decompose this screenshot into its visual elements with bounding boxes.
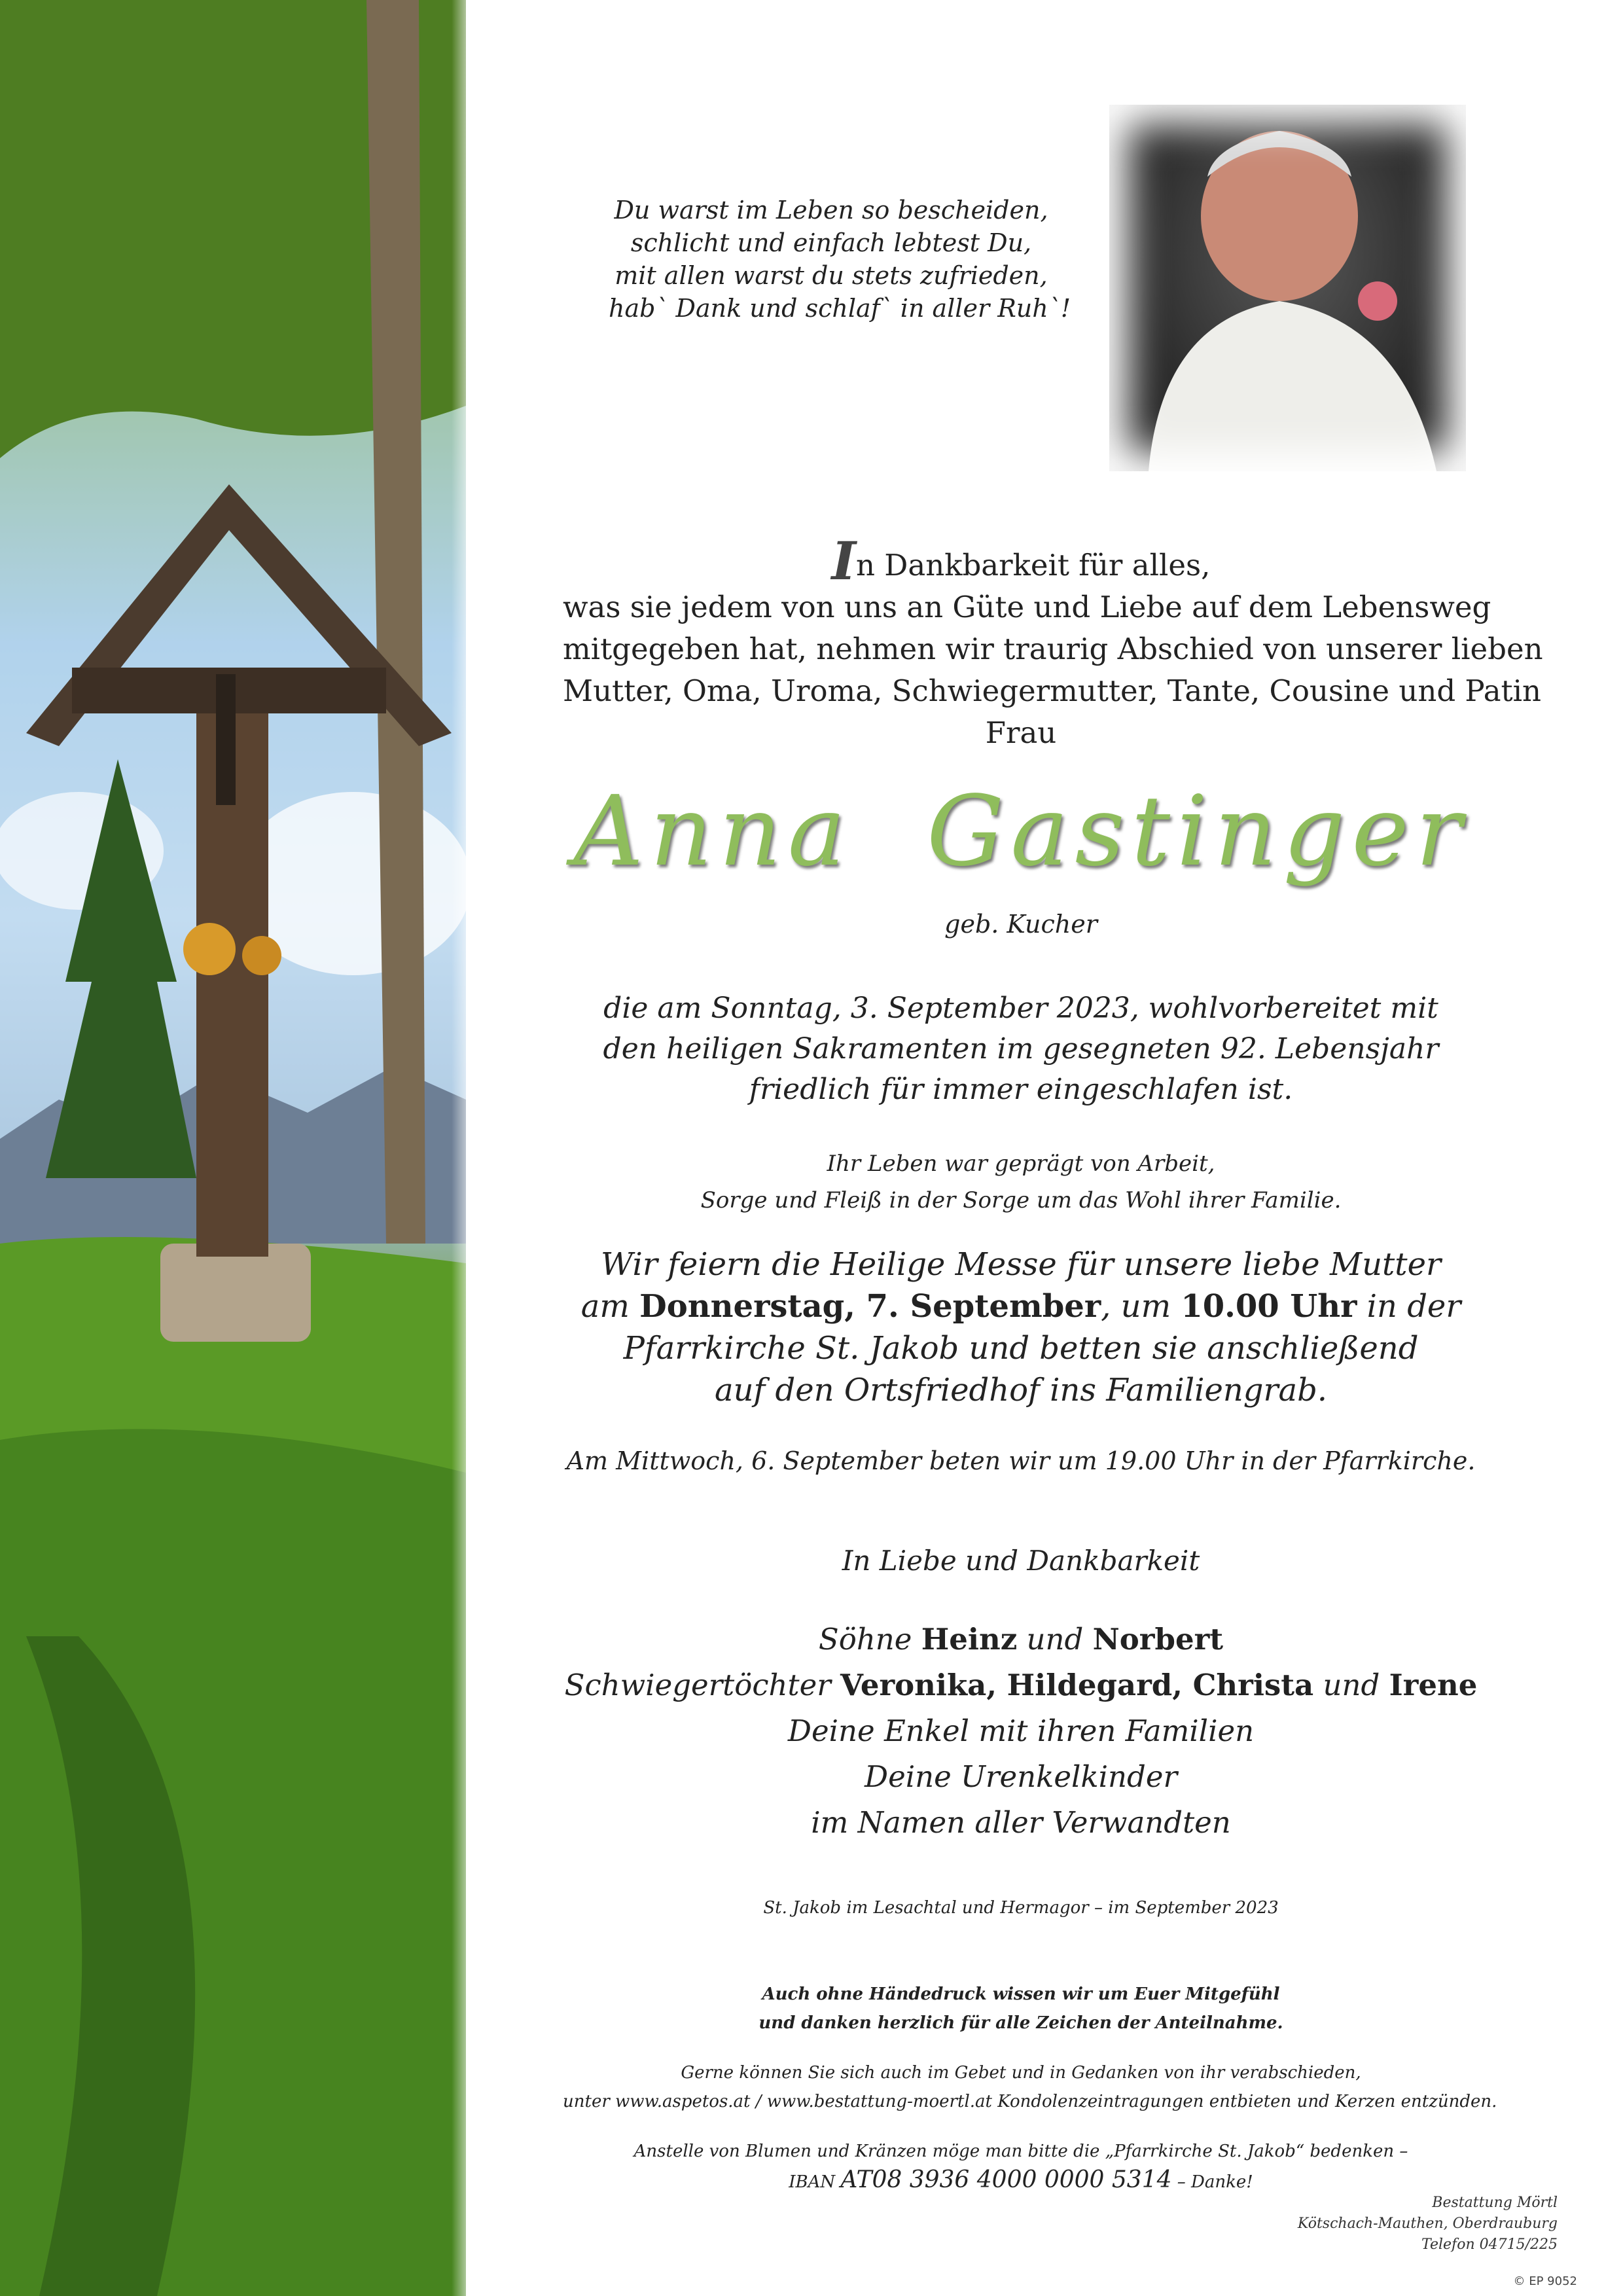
passing-line: den heiligen Sakramenten im gesegneten 92. Lebensjahr — [603, 1032, 1439, 1066]
funeral-mass-notice — [563, 1244, 1479, 1411]
rosary-notice: Am Mittwoch, 6. September beten wir um 19.00 Uhr in der Pfarrkirche. — [566, 1446, 1476, 1475]
life-line: Sorge und Fleiß in der Sorge um das Wohl ihrer Familie. — [700, 1187, 1342, 1213]
son-name: Heinz — [921, 1622, 1018, 1657]
donation-text: – Danke! — [1171, 2172, 1253, 2192]
life-line: Ihr Leben war geprägt von Arbeit, — [827, 1151, 1215, 1177]
deceased-name: Anna Gastinger — [573, 775, 1469, 888]
stone-base — [160, 1244, 311, 1342]
verse-line: hab` Dank und schlaf` in aller Ruh`! — [609, 294, 1071, 323]
online-condolence-notice — [563, 2058, 1497, 2116]
intro-line: mitgegeben hat, nehmen wir traurig Abschied von unserer lieben — [563, 632, 1543, 666]
intro-line: Mutter, Oma, Uroma, Schwiegermutter, Tante, Cousine und Patin — [563, 673, 1541, 708]
birth-name: geb. Kucher — [944, 910, 1097, 939]
verse-line: schlicht und einfach lebtest Du, — [630, 228, 1032, 257]
crucifix-figure — [216, 674, 236, 805]
form-number: © EP 9052 — [1513, 2274, 1577, 2288]
thanks-heading: In Liebe und Dankbarkeit — [842, 1545, 1200, 1577]
ornamental-initial: I — [831, 530, 857, 592]
farewell-line: unter www.aspetos.at / www.bestattung-moertl.at Kondolenzeintragungen entbieten und Kerzen entzünden. — [563, 2092, 1497, 2111]
daughter-in-law-names: Veronika, Hildegard, Christa — [840, 1668, 1314, 1702]
undertaker-name: Bestattung Mörtl — [1432, 2195, 1558, 2211]
iban-line — [563, 2166, 1479, 2197]
condolence-line: Auch ohne Händedruck wissen wir um Euer Mitgefühl — [762, 1984, 1280, 2004]
condolence-line: und danken herzlich für alle Zeichen der Anteilnahme. — [758, 2013, 1283, 2033]
intro-line: Frau — [985, 715, 1057, 750]
farewell-line: Gerne können Sie sich auch im Gebet und in Gedanken von ihr verabschieden, — [681, 2063, 1361, 2083]
passing-line: die am Sonntag, 3. September 2023, wohlvorbereitet mit — [603, 992, 1438, 1025]
deceased-portrait — [1109, 105, 1466, 471]
memorial-verse — [609, 194, 1071, 325]
wayside-cross-illustration — [0, 0, 466, 2296]
mass-date: Donnerstag, 7. September — [639, 1288, 1101, 1325]
verse-line: mit allen warst du stets zufrieden, — [615, 261, 1048, 290]
family-text: und — [1017, 1622, 1093, 1657]
daughter-in-law-name: Irene — [1389, 1668, 1478, 1702]
passing-notice — [563, 988, 1479, 1110]
mass-text: am — [580, 1288, 640, 1325]
verse-line: Du warst im Leben so bescheiden, — [614, 196, 1048, 224]
mass-line: auf den Ortsfriedhof ins Familiengrab. — [714, 1372, 1328, 1408]
photo-fade-edge — [452, 0, 478, 2296]
life-description — [563, 1145, 1479, 1219]
undertaker-info — [1298, 2193, 1558, 2255]
grandchildren-line: Deine Enkel mit ihren Familien — [787, 1713, 1255, 1748]
daughters-in-law-line — [563, 1662, 1479, 1708]
intro-line: was sie jedem von uns an Güte und Liebe auf dem Lebensweg — [563, 590, 1491, 624]
family-text: und — [1313, 1668, 1389, 1702]
donation-notice — [563, 2137, 1479, 2197]
condolence-thanks — [563, 1980, 1479, 2037]
hair — [1207, 131, 1351, 177]
wayside-cross-photo — [0, 0, 466, 2296]
place-date: St. Jakob im Lesachtal und Hermagor – im September 2023 — [763, 1898, 1279, 1918]
mass-line: Wir feiern die Heilige Messe für unsere liebe Mutter — [601, 1246, 1441, 1283]
son-name: Norbert — [1092, 1622, 1224, 1657]
portrait-illustration — [1109, 105, 1466, 471]
flower-corsage — [1358, 281, 1397, 321]
passing-line: friedlich für immer eingeschlafen ist. — [749, 1073, 1293, 1106]
intro-line — [563, 530, 1479, 592]
flowers — [183, 923, 236, 975]
family-text: Söhne — [818, 1622, 921, 1657]
flowers — [242, 936, 281, 975]
relatives-line: im Namen aller Verwandten — [811, 1805, 1231, 1840]
mass-time: 10.00 Uhr — [1181, 1288, 1357, 1325]
face — [1201, 131, 1358, 301]
mourners-list — [563, 1617, 1479, 1846]
great-grandchildren-line: Deine Urenkelkinder — [865, 1759, 1177, 1794]
donation-line: Anstelle von Blumen und Kränzen möge man bitte die „Pfarrkirche St. Jakob“ bedenken – — [633, 2142, 1408, 2161]
mass-text: in der — [1357, 1288, 1461, 1325]
undertaker-location: Kötschach-Mauthen, Oberdrauburg — [1297, 2215, 1558, 2232]
intro-line-text: n Dankbarkeit für alles, — [856, 548, 1211, 583]
mass-line: Pfarrkirche St. Jakob und betten sie anschließend — [623, 1330, 1419, 1367]
sons-line — [563, 1617, 1479, 1662]
mass-line — [563, 1285, 1479, 1327]
iban-label: IBAN — [789, 2172, 841, 2192]
mass-text: , um — [1101, 1288, 1181, 1325]
intro-text — [563, 530, 1543, 754]
undertaker-phone: Telefon 04715/225 — [1421, 2236, 1558, 2253]
white-cardigan — [1149, 301, 1436, 471]
family-text: Schwiegertöchter — [564, 1668, 841, 1702]
iban-number: AT08 3936 4000 0000 5314 — [840, 2166, 1172, 2193]
